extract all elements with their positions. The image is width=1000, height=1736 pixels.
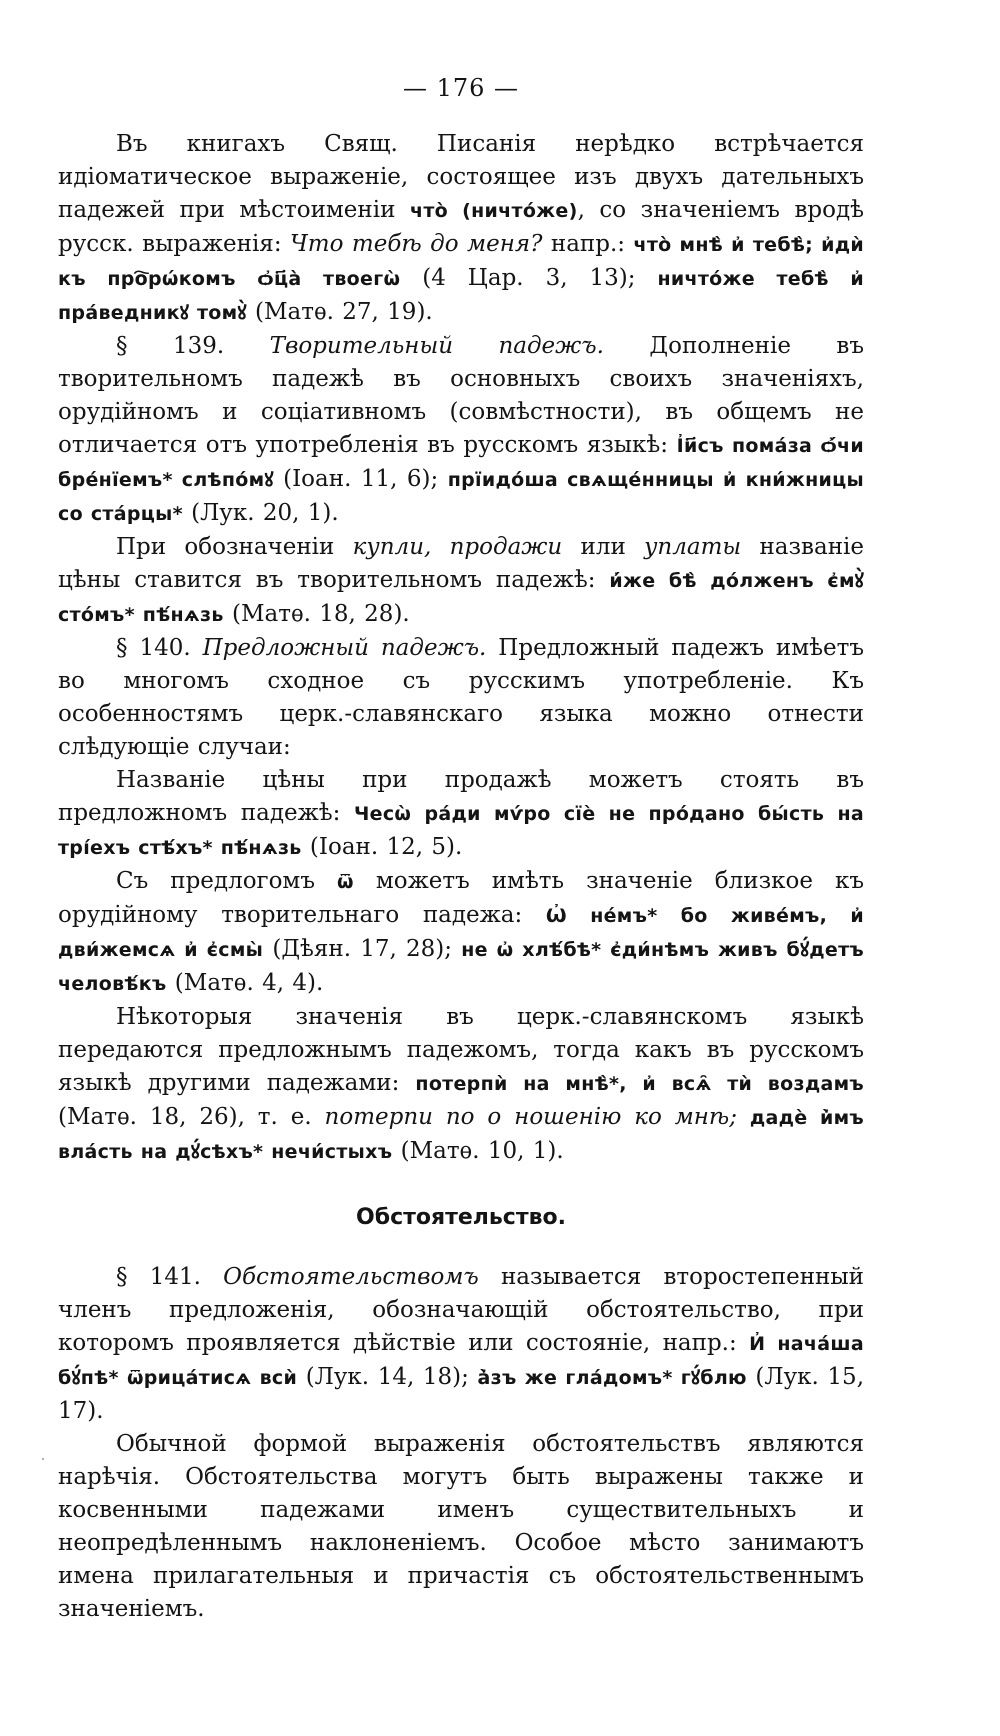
reference: (Іоан. 11, 6); [273, 466, 448, 492]
section-title: Творительный падежъ. [269, 333, 604, 359]
church-slavonic-example: Чесѡ̀ ра́ди мѵ́ро сїѐ не про́дано бы́сть на трі́ехъ стѣ́хъ* пѣ́нѧзь [58, 803, 864, 859]
church-slavonic-example: Ѡ҆ не́мъ* бо живе́мъ, и҆ дви́жемсѧ и҆ є҆смы̀ [58, 905, 864, 961]
paragraph-dative-idiom [58, 128, 864, 330]
church-slavonic-example: что̀ (ничто́же) [409, 200, 578, 222]
paragraph-other-cases [58, 1001, 864, 1169]
text: Съ предлогомъ [116, 868, 337, 894]
paragraph-price-instrumental [58, 531, 864, 632]
paragraph-preposition-o [58, 865, 864, 1001]
church-slavonic-preposition: ѿ [336, 871, 354, 893]
paper-speck [42, 1458, 44, 1460]
emphasis: уплаты [644, 534, 742, 560]
reference: (Лук. 20, 1). [182, 500, 339, 526]
church-slavonic-example: не ѡ҆ хлѣ́бѣ* є҆ди́нѣмъ живъ бꙋ́детъ человѣ́къ [58, 939, 864, 995]
text: или [562, 534, 645, 560]
text: называется второстепенный членъ предложенія, обозначающій обстоятельство, при которомъ проявляется дѣйствіе или состояніе, напр.: [58, 1264, 864, 1356]
text: Дополненіе въ творительномъ падежѣ въ основныхъ своихъ значеніяхъ, орудійномъ и соціативномъ (совмѣстности), въ общемъ не отличается отъ употребленія въ русскомъ языкѣ: [58, 333, 864, 458]
section-number: § 139. [116, 333, 270, 359]
church-slavonic-example: И҆ нача́ша бꙋ́пѣ* ѿрица́тисѧ всѝ [58, 1333, 864, 1389]
text: При обозначеніи [116, 534, 353, 560]
church-slavonic-example: І҆и҃съ пома́за ѻ҆́чи бре́нїемъ* слѣпо́мꙋ [58, 435, 864, 491]
text: Обычной формой выраженія обстоятельствъ являются нарѣчія. Обстоятельства могутъ быть выражены также и косвенными падежами именъ существительныхъ и неопредѣленнымъ наклоненіемъ. Особое мѣсто занимаютъ имена прилагательныя и причастія съ обстоятельственнымъ значеніемъ. [58, 1431, 864, 1622]
term: Обстоятельствомъ [223, 1264, 479, 1290]
section-number: § 140. [116, 635, 203, 661]
reference: (Матѳ. 18, 26), т. е. [58, 1104, 325, 1130]
church-slavonic-example: что̀ мнѣ̀ и҆ тебѣ̀; и҆дѝ къ про҇рѡ́комъ ѻ҆ц҃а̀ твоегѡ̀ [58, 234, 865, 290]
reference: (4 Цар. 3, 13); [400, 265, 658, 291]
text: напр.: [542, 231, 634, 257]
text: Предложный падежъ имѣетъ во многомъ сходное съ русскимъ употребленіе. Къ особенностямъ церк.-славянскаго языка можно отнести слѣдующіе случаи: [58, 635, 864, 760]
section-title: Предложный падежъ. [202, 635, 487, 661]
church-slavonic-example: дадѐ и҆̀мъ вла́сть на дꙋ́сѣхъ* нечи́стыхъ [58, 1107, 864, 1163]
text: Нѣкоторыя значенія въ церк.-славянскомъ языкѣ передаются предложнымъ падежомъ, тогда какъ въ русскомъ языкѣ другими падежами: [58, 1004, 864, 1096]
church-slavonic-example: потерпѝ на мнѣ̀*, и҆ всѧ̑ тѝ воздамъ [415, 1073, 864, 1095]
section-number: § 141. [116, 1264, 224, 1290]
section-heading: Обстоятельство. [356, 1205, 566, 1230]
reference: (Матѳ. 27, 19). [246, 299, 433, 325]
russian-example: Что тебѣ до меня? [290, 231, 543, 257]
reference: (Іоан. 12, 5). [301, 834, 463, 860]
reference: (Матѳ. 10, 1). [392, 1138, 564, 1164]
reference: (Дѣян. 17, 28); [263, 936, 462, 962]
church-slavonic-example: а҆̀зъ же гла́домъ* гꙋ́блю [477, 1367, 747, 1389]
paragraph-140-prepositional [58, 632, 864, 764]
paragraph-141-adverbial [58, 1261, 864, 1428]
reference: (Матѳ. 18, 28). [223, 601, 410, 627]
reference: (Лук. 15, 17). [58, 1364, 865, 1424]
text [737, 1104, 750, 1130]
russian-example: потерпи по о ношенію ко мнѣ; [324, 1104, 737, 1130]
page-number: — 176 — [402, 74, 520, 102]
reference: (Матѳ. 4, 4). [166, 970, 324, 996]
paragraph-139-instrumental [58, 330, 864, 531]
text: Названіе цѣны при продажѣ можетъ стоять въ предложномъ падежѣ: [58, 767, 864, 826]
text: , со значеніемъ вродѣ русск. выраженія: [58, 197, 864, 257]
church-slavonic-example: ничто́же тебѣ̀ и҆ пра́ведникꙋ томꙋ̀ [58, 268, 864, 324]
reference: (Лук. 14, 18); [297, 1364, 478, 1390]
text: Въ книгахъ Свящ. Писанія нерѣдко встрѣчается идіоматическое выраженіе, состоящее изъ двухъ дательныхъ падежей при мѣстоименіи [58, 131, 864, 223]
church-slavonic-example: прїидо́ша свѧще́нницы и҆ кни́жницы со ста́рцы* [58, 469, 864, 525]
emphasis: купли, продажи [352, 534, 563, 560]
text: названіе цѣны ставится въ творительномъ падежѣ: [58, 534, 864, 593]
text: можетъ имѣть значеніе близкое къ орудійному творительнаго падежа: [58, 868, 864, 928]
paragraph-adverbial-forms [58, 1428, 864, 1626]
paragraph-price-prepositional [58, 764, 864, 865]
church-slavonic-example: и҆́же бѣ̀ до́лженъ є҆мꙋ̀ сто́мъ* пѣ́нѧзь [58, 570, 864, 626]
book-page [58, 72, 864, 1626]
